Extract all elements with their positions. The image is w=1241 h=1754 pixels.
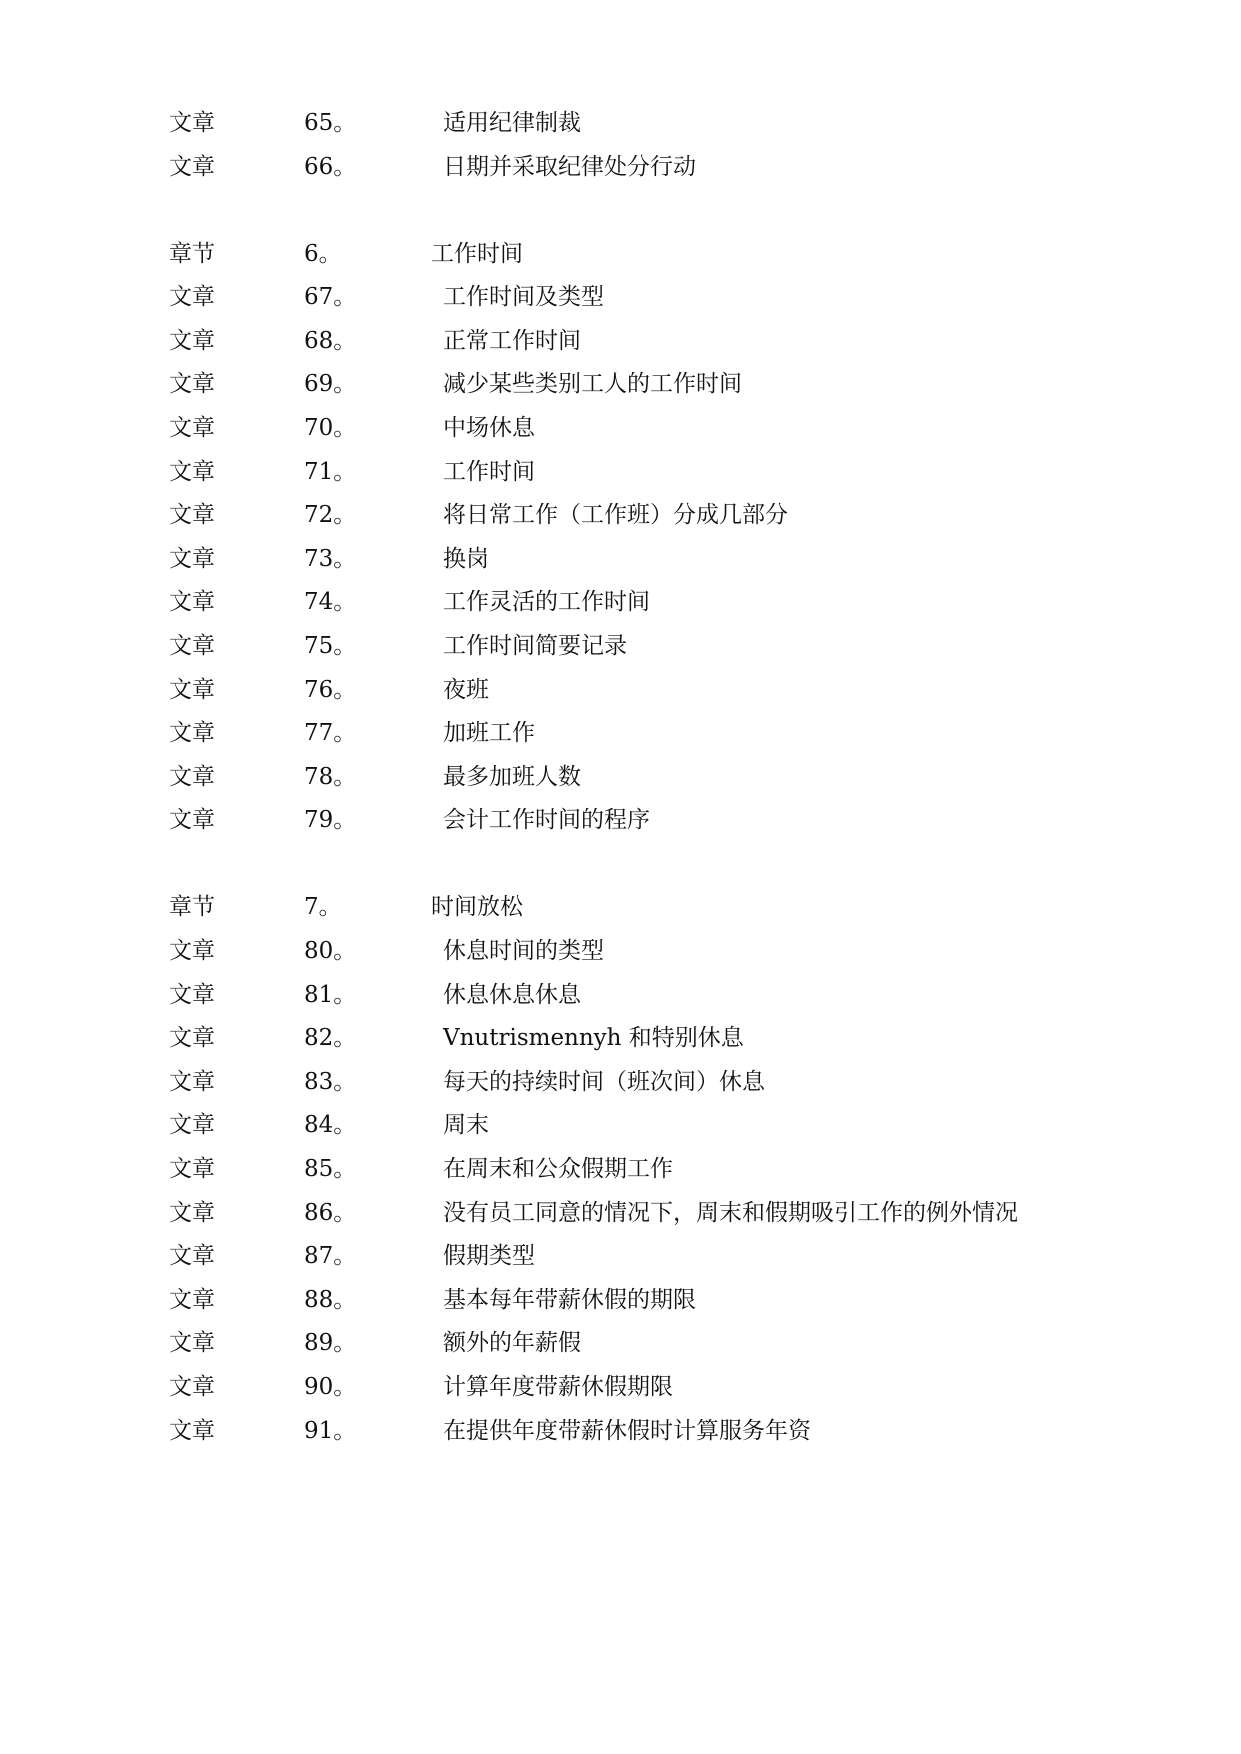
entry-label: 文章 <box>169 1330 215 1356</box>
entry-number: 68。 <box>304 328 357 354</box>
entry-number: 86。 <box>304 1200 357 1226</box>
article-row <box>0 800 1241 840</box>
article-row <box>0 1411 1241 1451</box>
article-row <box>0 670 1241 710</box>
article-row <box>0 1367 1241 1407</box>
entry-label: 文章 <box>169 1287 215 1313</box>
article-row <box>0 408 1241 448</box>
entry-title: 工作时间 <box>431 241 523 267</box>
article-row <box>0 1236 1241 1276</box>
entry-label: 章节 <box>169 241 215 267</box>
entry-number: 72。 <box>304 502 357 528</box>
article-row <box>0 713 1241 753</box>
entry-number: 69。 <box>304 371 357 397</box>
entry-title: 时间放松 <box>431 894 523 920</box>
article-row <box>0 103 1241 143</box>
entry-number: 85。 <box>304 1156 357 1182</box>
entry-number: 77。 <box>304 720 357 746</box>
entry-label: 章节 <box>169 894 215 920</box>
entry-label: 文章 <box>169 415 215 441</box>
entry-title: Vnutrismennyh 和特别休息 <box>443 1025 744 1051</box>
entry-title: 加班工作 <box>443 720 535 746</box>
article-row <box>0 975 1241 1015</box>
entry-number: 7。 <box>304 894 342 920</box>
entry-label: 文章 <box>169 720 215 746</box>
entry-title: 正常工作时间 <box>443 328 581 354</box>
entry-label: 文章 <box>169 633 215 659</box>
entry-number: 89。 <box>304 1330 357 1356</box>
article-row <box>0 757 1241 797</box>
entry-number: 90。 <box>304 1374 357 1400</box>
entry-title: 日期并采取纪律处分行动 <box>443 154 696 180</box>
entry-title: 将日常工作（工作班）分成几部分 <box>443 502 788 528</box>
article-row <box>0 539 1241 579</box>
entry-number: 6。 <box>304 241 342 267</box>
entry-title: 计算年度带薪休假期限 <box>443 1374 673 1400</box>
entry-title: 周末 <box>443 1112 489 1138</box>
entry-number: 65。 <box>304 110 357 136</box>
entry-label: 文章 <box>169 110 215 136</box>
entry-label: 文章 <box>169 1374 215 1400</box>
entry-number: 75。 <box>304 633 357 659</box>
entry-label: 文章 <box>169 938 215 964</box>
entry-label: 文章 <box>169 807 215 833</box>
article-row <box>0 277 1241 317</box>
entry-label: 文章 <box>169 764 215 790</box>
article-row <box>0 1105 1241 1145</box>
entry-label: 文章 <box>169 328 215 354</box>
entry-title: 假期类型 <box>443 1243 535 1269</box>
entry-number: 80。 <box>304 938 357 964</box>
entry-label: 文章 <box>169 371 215 397</box>
entry-title: 会计工作时间的程序 <box>443 807 650 833</box>
entry-number: 91。 <box>304 1418 357 1444</box>
entry-label: 文章 <box>169 1112 215 1138</box>
article-row <box>0 321 1241 361</box>
entry-title: 没有员工同意的情况下，周末和假期吸引工作的例外情况 <box>443 1200 1018 1226</box>
entry-number: 74。 <box>304 589 357 615</box>
entry-number: 71。 <box>304 459 357 485</box>
entry-number: 79。 <box>304 807 357 833</box>
entry-title: 减少某些类别工人的工作时间 <box>443 371 742 397</box>
entry-title: 适用纪律制裁 <box>443 110 581 136</box>
article-row <box>0 452 1241 492</box>
article-row <box>0 1149 1241 1189</box>
entry-label: 文章 <box>169 982 215 1008</box>
entry-title: 夜班 <box>443 677 489 703</box>
entry-number: 83。 <box>304 1069 357 1095</box>
entry-title: 在周末和公众假期工作 <box>443 1156 673 1182</box>
entry-title: 每天的持续时间（班次间）休息 <box>443 1069 765 1095</box>
entry-label: 文章 <box>169 1418 215 1444</box>
article-row <box>0 495 1241 535</box>
entry-title: 基本每年带薪休假的期限 <box>443 1287 696 1313</box>
entry-label: 文章 <box>169 284 215 310</box>
article-row <box>0 626 1241 666</box>
article-row <box>0 147 1241 187</box>
entry-label: 文章 <box>169 1243 215 1269</box>
entry-label: 文章 <box>169 502 215 528</box>
entry-label: 文章 <box>169 1200 215 1226</box>
entry-label: 文章 <box>169 1025 215 1051</box>
entry-number: 67。 <box>304 284 357 310</box>
entry-number: 66。 <box>304 154 357 180</box>
entry-title: 休息时间的类型 <box>443 938 604 964</box>
entry-number: 78。 <box>304 764 357 790</box>
entry-label: 文章 <box>169 546 215 572</box>
entry-label: 文章 <box>169 1156 215 1182</box>
article-row <box>0 582 1241 622</box>
entry-number: 87。 <box>304 1243 357 1269</box>
entry-title: 额外的年薪假 <box>443 1330 581 1356</box>
article-row <box>0 1193 1241 1233</box>
entry-number: 84。 <box>304 1112 357 1138</box>
entry-number: 88。 <box>304 1287 357 1313</box>
entry-title: 中场休息 <box>443 415 535 441</box>
entry-number: 81。 <box>304 982 357 1008</box>
article-row <box>0 1062 1241 1102</box>
entry-title: 换岗 <box>443 546 489 572</box>
entry-label: 文章 <box>169 1069 215 1095</box>
article-row <box>0 1018 1241 1058</box>
article-row <box>0 364 1241 404</box>
entry-number: 82。 <box>304 1025 357 1051</box>
entry-title: 工作时间及类型 <box>443 284 604 310</box>
entry-title: 最多加班人数 <box>443 764 581 790</box>
entry-title: 工作灵活的工作时间 <box>443 589 650 615</box>
entry-label: 文章 <box>169 677 215 703</box>
entry-label: 文章 <box>169 154 215 180</box>
entry-label: 文章 <box>169 459 215 485</box>
entry-title: 工作时间简要记录 <box>443 633 627 659</box>
entry-number: 73。 <box>304 546 357 572</box>
article-row <box>0 1280 1241 1320</box>
article-row <box>0 931 1241 971</box>
entry-title: 工作时间 <box>443 459 535 485</box>
entry-number: 76。 <box>304 677 357 703</box>
entry-title: 休息休息休息 <box>443 982 581 1008</box>
chapter-heading-row <box>0 234 1241 274</box>
chapter-heading-row <box>0 887 1241 927</box>
entry-number: 70。 <box>304 415 357 441</box>
article-row <box>0 1323 1241 1363</box>
entry-title: 在提供年度带薪休假时计算服务年资 <box>443 1418 811 1444</box>
entry-label: 文章 <box>169 589 215 615</box>
